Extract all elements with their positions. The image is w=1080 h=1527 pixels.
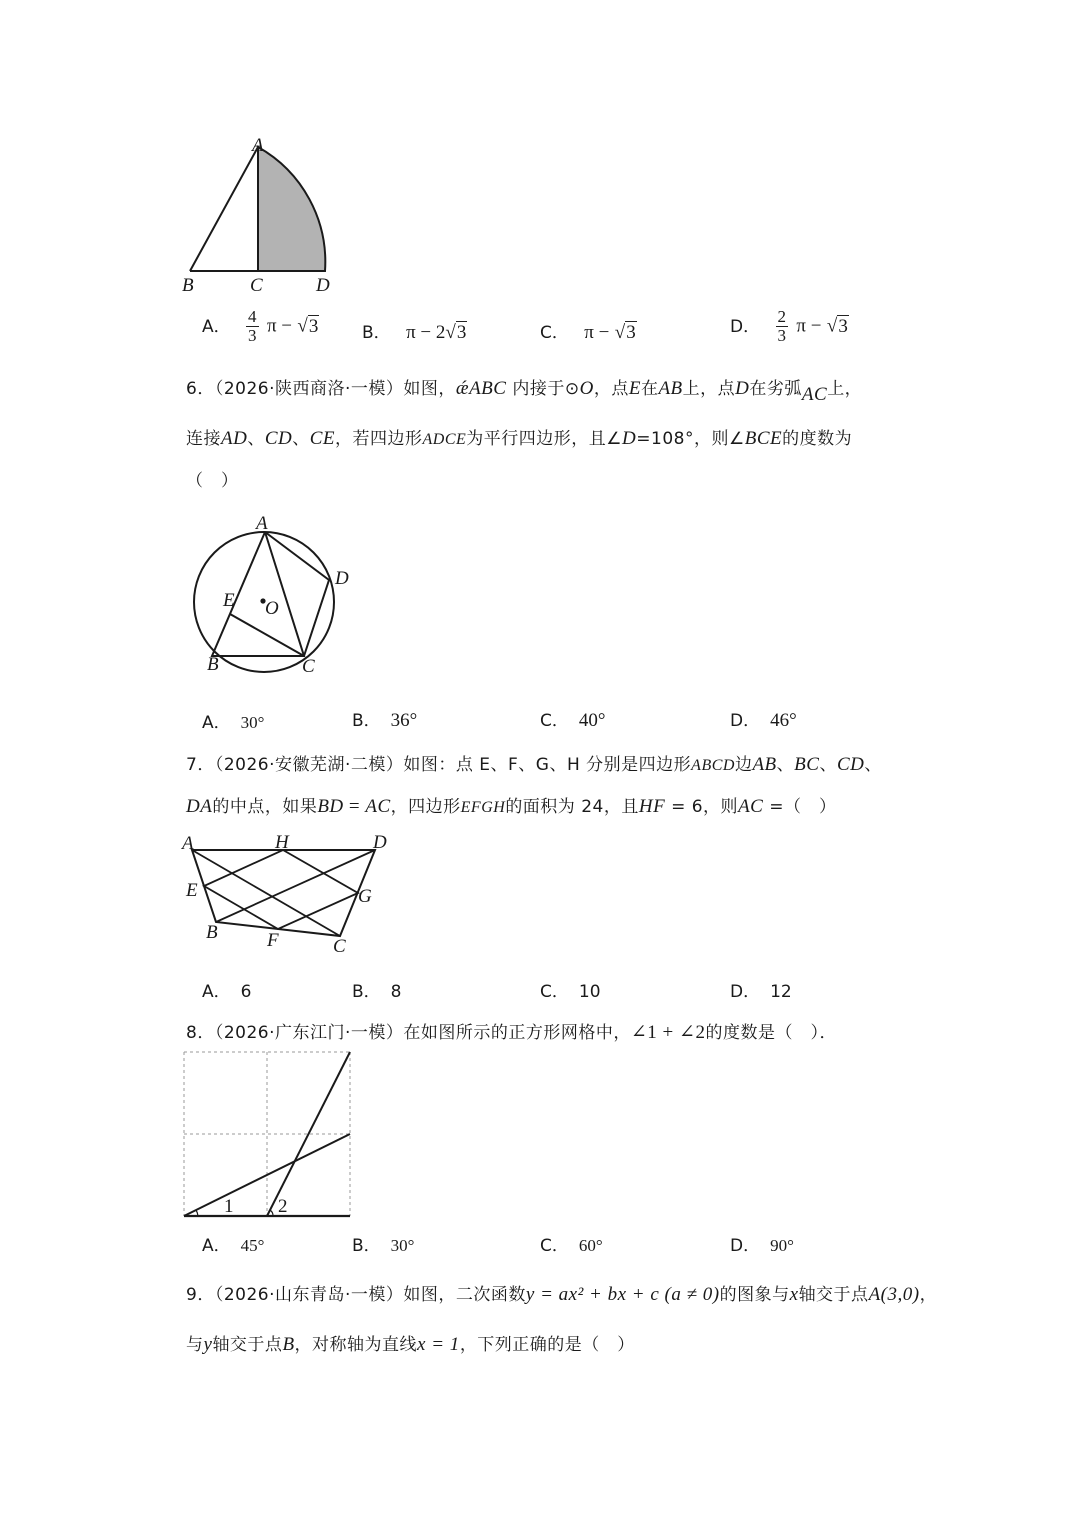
q6-option-d[interactable]: D． 46° bbox=[730, 710, 797, 731]
label-A: A bbox=[252, 135, 264, 156]
q6-line-1: 6．（2026·陕西商洛·一模）如图，ǽABC 内接于⊙O，点E在AB上，点D在劣弧AC上， bbox=[186, 378, 863, 405]
figure-q5-sector bbox=[178, 132, 348, 300]
option-expr: π − bbox=[266, 315, 293, 337]
label-H: H bbox=[275, 832, 289, 853]
option-expr: π − bbox=[796, 315, 822, 337]
label-E: E bbox=[223, 590, 235, 611]
figure-q7-quadrilateral bbox=[180, 828, 395, 958]
sqrt: √3 bbox=[445, 322, 467, 343]
grid-lines bbox=[184, 1052, 350, 1216]
q7-option-d[interactable]: D． 12 bbox=[730, 982, 792, 1002]
shaded-sector bbox=[258, 147, 325, 271]
q8-line-1: 8．（2026·广东江门·一模）在如图所示的正方形网格中，∠1 + ∠2的度数是（ ）． bbox=[186, 1022, 837, 1043]
option-letter: A． bbox=[202, 316, 231, 337]
angle-2-label: 2 bbox=[278, 1196, 288, 1217]
q5-option-a[interactable] bbox=[202, 308, 319, 345]
q7-option-c[interactable]: C． 10 bbox=[540, 982, 601, 1002]
label-F: F bbox=[267, 930, 279, 951]
option-expr: π − bbox=[584, 322, 610, 343]
quad-ADC bbox=[265, 532, 329, 656]
label-D: D bbox=[335, 568, 349, 589]
q6-line-3: （ ） bbox=[186, 471, 239, 491]
option-letter: D． bbox=[730, 316, 761, 337]
q8-option-c[interactable]: C． 60° bbox=[540, 1236, 603, 1256]
q6-option-a[interactable]: A． 30° bbox=[202, 713, 265, 733]
option-letter: C． bbox=[540, 323, 569, 343]
q7-option-a[interactable]: A． 6 bbox=[202, 982, 252, 1002]
q5-option-d[interactable] bbox=[730, 308, 849, 345]
q6-option-c[interactable]: C． 40° bbox=[540, 710, 606, 731]
q8-option-b[interactable]: B． 30° bbox=[352, 1236, 415, 1256]
line-2 bbox=[267, 1052, 350, 1216]
sqrt: √3 bbox=[614, 322, 636, 343]
q7-option-b[interactable]: B． 8 bbox=[352, 982, 402, 1002]
label-B: B bbox=[207, 654, 219, 675]
label-O: O bbox=[265, 598, 279, 619]
q8-option-d[interactable]: D． 90° bbox=[730, 1236, 794, 1256]
label-C: C bbox=[302, 656, 315, 677]
q6-option-b[interactable]: B． 36° bbox=[352, 710, 418, 731]
label-E: E bbox=[186, 880, 198, 901]
label-B: B bbox=[182, 275, 194, 296]
label-C: C bbox=[250, 275, 263, 296]
figure-q8-grid bbox=[178, 1048, 358, 1220]
q5-option-b[interactable] bbox=[362, 318, 467, 344]
arc-AC: AC bbox=[801, 384, 828, 405]
option-letter: B． bbox=[362, 323, 391, 343]
segment-AB bbox=[190, 147, 258, 271]
q7-line-2: DA的中点，如果BD = AC，四边形EFGH的面积为 24，且HF = 6，则AC =（ ） bbox=[186, 796, 837, 817]
option-expr: π − 2 bbox=[406, 322, 446, 343]
label-A: A bbox=[256, 513, 268, 534]
q8-option-a[interactable]: A． 45° bbox=[202, 1236, 265, 1256]
q5-option-c[interactable] bbox=[540, 318, 637, 344]
label-B: B bbox=[206, 922, 218, 943]
label-G: G bbox=[358, 886, 372, 907]
angle-1-label: 1 bbox=[224, 1196, 234, 1217]
figure-q6-circle bbox=[190, 510, 360, 680]
q9-line-1: 9．（2026·山东青岛·一模）如图，二次函数y = ax² + bx + c (a ≠ 0)的图象与x轴交于点A(3,0)， bbox=[186, 1284, 938, 1305]
label-C: C bbox=[333, 936, 346, 957]
label-D: D bbox=[373, 832, 387, 853]
sqrt: √3 bbox=[826, 315, 848, 337]
fraction: $\frac{4}{3}$ bbox=[248, 307, 257, 345]
q6-line-2: 连接AD、CD、CE，若四边形ADCE为平行四边形，且∠D=108°，则∠BCE的度数为 bbox=[186, 428, 853, 449]
q9-line-2: 与y轴交于点B，对称轴为直线x = 1，下列正确的是（ ） bbox=[186, 1334, 635, 1355]
label-A: A bbox=[182, 833, 194, 854]
sqrt: √3 bbox=[297, 315, 319, 337]
label-D: D bbox=[316, 275, 330, 296]
q7-line-1: 7．（2026·安徽芜湖·二模）如图：点 E、F、G、H 分别是四边形ABCD边AB、BC、CD、 bbox=[186, 754, 882, 775]
fraction: $\frac{2}{3}$ bbox=[777, 307, 786, 345]
